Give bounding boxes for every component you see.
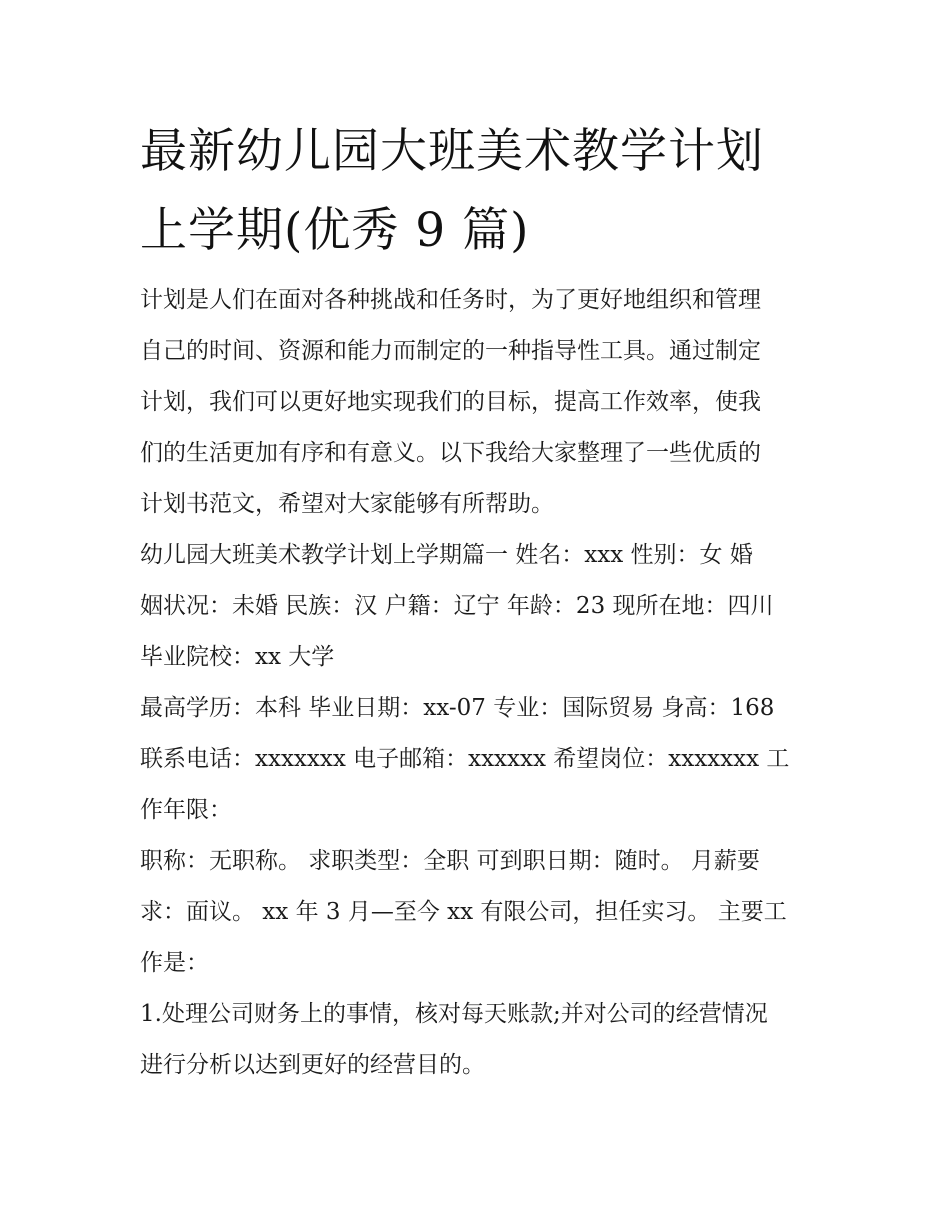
body-line: 计划书范文，希望对大家能够有所帮助。 — [140, 491, 554, 517]
body-line: 1.处理公司财务上的事情，核对每天账款;并对公司的经营情况 — [140, 1001, 768, 1027]
body-line: 作年限： — [140, 797, 232, 823]
body-line: 进行分析以达到更好的经营目的。 — [140, 1052, 485, 1078]
body-line: 自己的时间、资源和能力而制定的一种指导性工具。通过制定 — [140, 338, 761, 364]
document-title — [140, 112, 840, 270]
body-line: 毕业院校：xx 大学 — [140, 644, 335, 670]
body-line: 计划是人们在面对各种挑战和任务时，为了更好地组织和管理 — [140, 287, 761, 313]
body-line: 们的生活更加有序和有意义。以下我给大家整理了一些优质的 — [140, 440, 761, 466]
body-line: 最高学历：本科 毕业日期：xx-07 专业：国际贸易 身高：168 — [140, 695, 775, 721]
title-line-2: 上学期(优秀 9 篇) — [140, 203, 530, 258]
body-line: 幼儿园大班美术教学计划上学期篇一 姓名：xxx 性别：女 婚 — [140, 542, 753, 568]
body-line: 计划，我们可以更好地实现我们的目标，提高工作效率，使我 — [140, 389, 761, 415]
title-line-1: 最新幼儿园大班美术教学计划 — [140, 124, 764, 179]
document-body — [140, 275, 820, 1091]
body-line: 职称：无职称。 求职类型：全职 可到职日期：随时。 月薪要 — [140, 848, 760, 874]
body-line: 求：面议。 xx 年 3 月—至今 xx 有限公司，担任实习。 主要工 — [140, 899, 787, 925]
body-line: 姻状况：未婚 民族：汉 户籍：辽宁 年龄：23 现所在地：四川 — [140, 593, 774, 619]
body-line: 作是： — [140, 950, 209, 976]
body-line: 联系电话：xxxxxxx 电子邮箱：xxxxxx 希望岗位：xxxxxxx 工 — [140, 746, 790, 772]
